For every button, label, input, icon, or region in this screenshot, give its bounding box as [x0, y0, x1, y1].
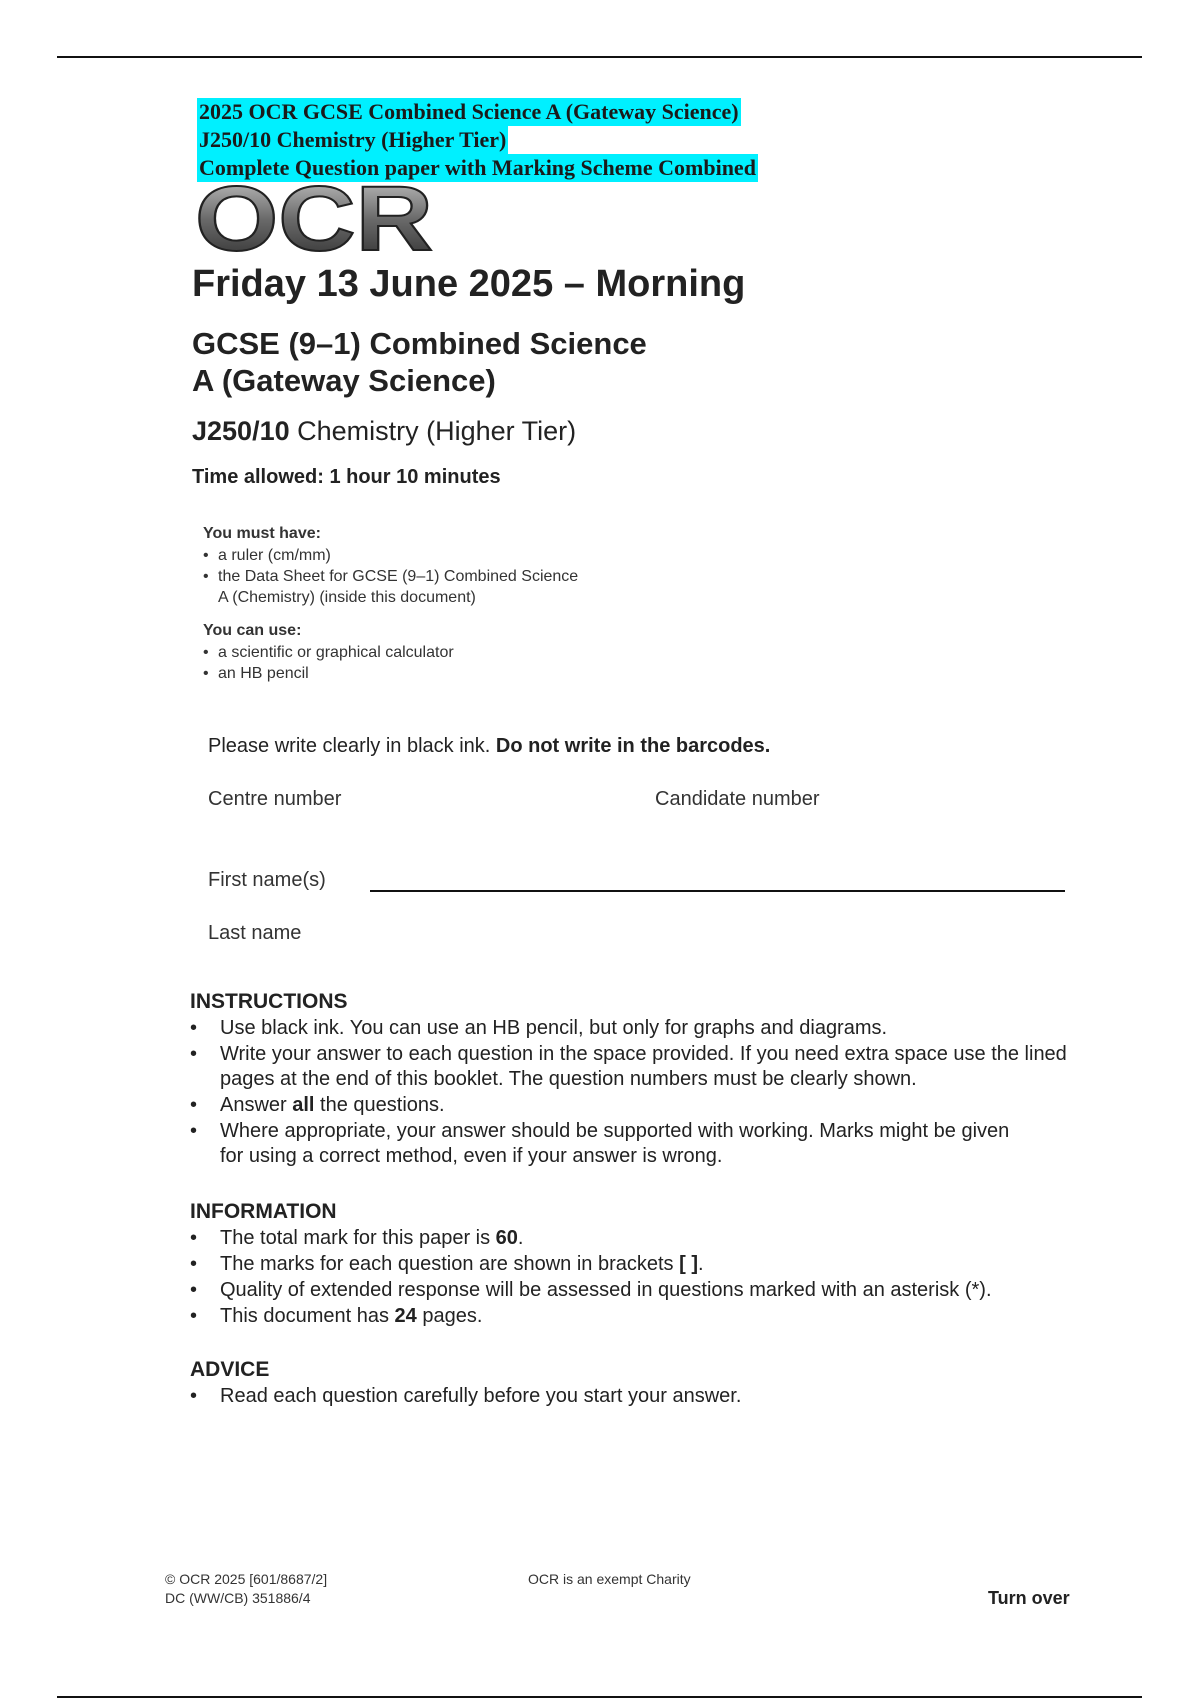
information-heading: INFORMATION: [190, 1200, 337, 1223]
list-item: • Use black ink. You can use an HB pencil, but only for graphs and diagrams.: [190, 1016, 1090, 1041]
advice-heading: ADVICE: [190, 1358, 270, 1381]
title-banner: [197, 98, 758, 182]
first-name-label: First name(s): [208, 869, 326, 891]
first-name-line[interactable]: [370, 890, 1065, 892]
information-section: [190, 1200, 1090, 1330]
subject-title: [192, 325, 647, 399]
can-use-list: [203, 642, 578, 684]
banner-line-3: Complete Question paper with Marking Scheme Combined: [199, 155, 756, 180]
advice-section: [190, 1358, 1090, 1410]
time-allowed: Time allowed: 1 hour 10 minutes: [192, 466, 501, 488]
footer-left: [165, 1570, 327, 1608]
list-item: • This document has 24 pages.: [190, 1304, 1090, 1329]
paper-name: Chemistry (Higher Tier): [289, 416, 577, 446]
centre-number-label: Centre number: [208, 788, 342, 810]
subject-line-1: GCSE (9–1) Combined Science: [192, 326, 647, 361]
list-item: • Read each question carefully before you start your answer.: [190, 1384, 1090, 1409]
copyright: © OCR 2025 [601/8687/2]: [165, 1571, 328, 1587]
instructions-section: [190, 990, 1090, 1170]
ocr-logo-text: OCR: [195, 178, 433, 258]
turn-over: Turn over: [988, 1588, 1070, 1608]
bottom-rule: [57, 1696, 1142, 1698]
list-item: • an HB pencil: [203, 663, 578, 684]
banner-line-2: J250/10 Chemistry (Higher Tier): [199, 127, 507, 152]
list-item: • Answer all the questions.: [190, 1093, 1090, 1118]
list-item: • The marks for each question are shown in brackets [ ].: [190, 1252, 1090, 1277]
top-rule: [57, 56, 1142, 58]
banner-line-1: 2025 OCR GCSE Combined Science A (Gateway Science): [199, 99, 739, 124]
list-item: • a scientific or graphical calculator: [203, 642, 578, 663]
note-bold: Do not write in the barcodes.: [495, 735, 771, 757]
list-item: • Where appropriate, your answer should be supported with working. Marks might be given for using a correct method, even if your answer is wrong.: [190, 1119, 1090, 1169]
list-item: • Write your answer to each question in the space provided. If you need extra space use the lined pages at the end of this booklet. The question numbers must be clearly shown.: [190, 1042, 1090, 1092]
write-clearly-note: [208, 735, 770, 758]
exam-date: Friday 13 June 2025 – Morning: [192, 263, 746, 305]
list-item: • a ruler (cm/mm): [203, 545, 578, 566]
must-have-list: [203, 545, 578, 608]
list-item: [203, 566, 578, 608]
paper-title: [192, 416, 576, 447]
subject-line-2: A (Gateway Science): [192, 363, 496, 398]
requirements: [203, 523, 578, 684]
list-item: • The total mark for this paper is 60.: [190, 1226, 1090, 1251]
last-name-label: Last name: [208, 922, 302, 944]
must-have-heading: You must have:: [203, 525, 321, 542]
note-text: Please write clearly in black ink.: [208, 735, 496, 757]
paper-code: J250/10: [192, 416, 290, 446]
list-item-text: the Data Sheet for GCSE (9–1) Combined Science: [218, 568, 579, 585]
candidate-number-label: Candidate number: [655, 788, 820, 810]
list-item: • Quality of extended response will be assessed in questions marked with an asterisk (*).: [190, 1278, 1090, 1303]
ocr-logo: [195, 178, 435, 258]
can-use-heading: You can use:: [203, 622, 302, 639]
charity-note: OCR is an exempt Charity: [528, 1571, 691, 1587]
document-code: DC (WW/CB) 351886/4: [165, 1590, 311, 1606]
instructions-heading: INSTRUCTIONS: [190, 990, 348, 1013]
list-item-text: A (Chemistry) (inside this document): [218, 589, 476, 606]
